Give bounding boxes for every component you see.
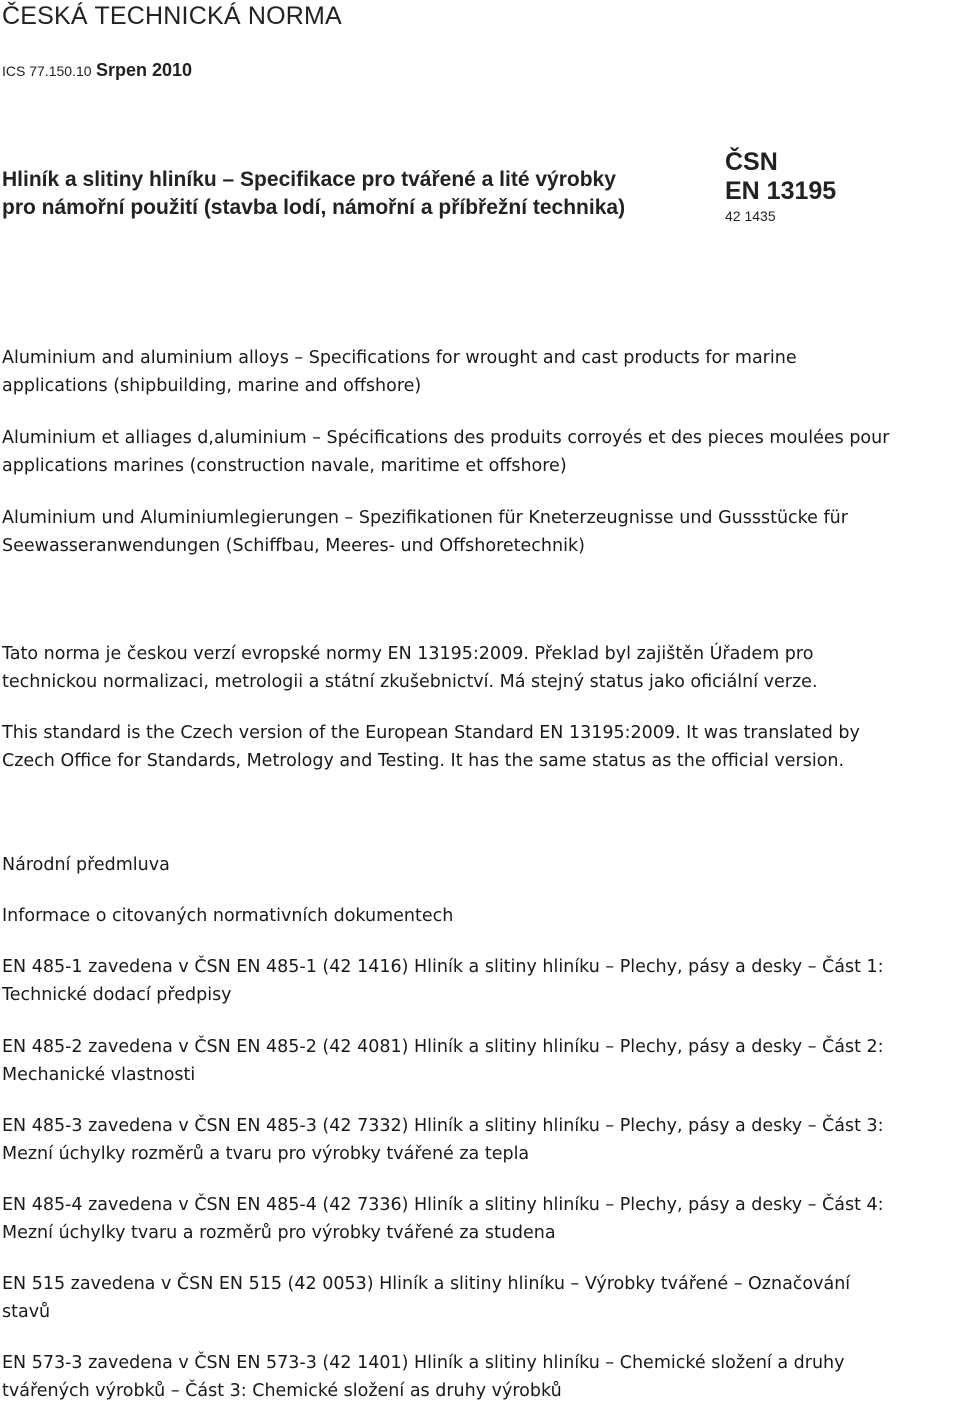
- status-english: This standard is the Czech version of the European Standard EN 13195:2009. It was translated by Czech Office for Standards, Metrology and Testing. It has the same status as the official version.: [2, 723, 860, 771]
- reference-item: EN 485-4 zavedena v ČSN EN 485-4 (42 7336) Hliník a slitiny hliníku – Plechy, pásy a desky – Část 4: Mezní úchylky tvaru a rozměrů pro výrobky tvářené za studena: [2, 1195, 884, 1243]
- czech-title-line1: Hliník a slitiny hliníku – Specifikace pro tvářené a lité výrobky: [2, 168, 616, 191]
- ics-date-line: [2, 60, 192, 81]
- german-title: Aluminium und Aluminiumlegierungen – Spezifikationen für Kneterzeugnisse und Gussstücke für Seewasseranwendungen (Schiffbau, Meeres- und Offshoretechnik): [2, 508, 848, 556]
- reference-item: EN 485-1 zavedena v ČSN EN 485-1 (42 1416) Hliník a slitiny hliníku – Plechy, pásy a desky – Část 1: Technické dodací předpisy: [2, 957, 884, 1005]
- ics-code: ICS 77.150.10: [2, 63, 92, 79]
- foreword-heading: Národní předmluva: [2, 855, 170, 875]
- standard-designation: [725, 148, 836, 226]
- czech-title-line2: pro námořní použití (stavba lodí, námořní a příbřežní technika): [2, 196, 626, 219]
- reference-item: EN 573-3 zavedena v ČSN EN 573-3 (42 1401) Hliník a slitiny hliníku – Chemické složení a druhy tvářených výrobků – Část 3: Chemické složení as druhy výrobků: [2, 1353, 845, 1401]
- status-czech: Tato norma je českou verzí evropské normy EN 13195:2009. Překlad byl zajištěn Úřadem pro technickou normalizaci, metrologii a státní zkušebnictví. Má stejný status jako oficiální verze.: [2, 644, 818, 692]
- classification-number: 42 1435: [725, 208, 776, 224]
- czech-title: [2, 166, 712, 222]
- standard-number: EN 13195: [725, 177, 837, 205]
- reference-item: EN 485-3 zavedena v ČSN EN 485-3 (42 7332) Hliník a slitiny hliníku – Plechy, pásy a desky – Část 3: Mezní úchylky rozměrů a tvaru pro výrobky tvářené za tepla: [2, 1116, 884, 1164]
- publication-date: Srpen 2010: [95, 60, 193, 80]
- french-title: Aluminium et alliages d,aluminium – Spécifications des produits corroyés et des pieces moulées pour applications marines (construction navale, maritime et offshore): [2, 428, 890, 476]
- english-title: Aluminium and aluminium alloys – Specifications for wrought and cast products for marine applications (shipbuilding, marine and offshore): [2, 348, 797, 396]
- reference-item: EN 515 zavedena v ČSN EN 515 (42 0053) Hliník a slitiny hliníku – Výrobky tvářené – Označování stavů: [2, 1274, 851, 1322]
- header-title: ČESKÁ TECHNICKÁ NORMA: [2, 2, 342, 30]
- csn-label: ČSN: [725, 148, 778, 176]
- reference-item: EN 485-2 zavedena v ČSN EN 485-2 (42 4081) Hliník a slitiny hliníku – Plechy, pásy a desky – Část 2: Mechanické vlastnosti: [2, 1037, 884, 1085]
- foreword-subheading: Informace o citovaných normativních dokumentech: [2, 906, 454, 926]
